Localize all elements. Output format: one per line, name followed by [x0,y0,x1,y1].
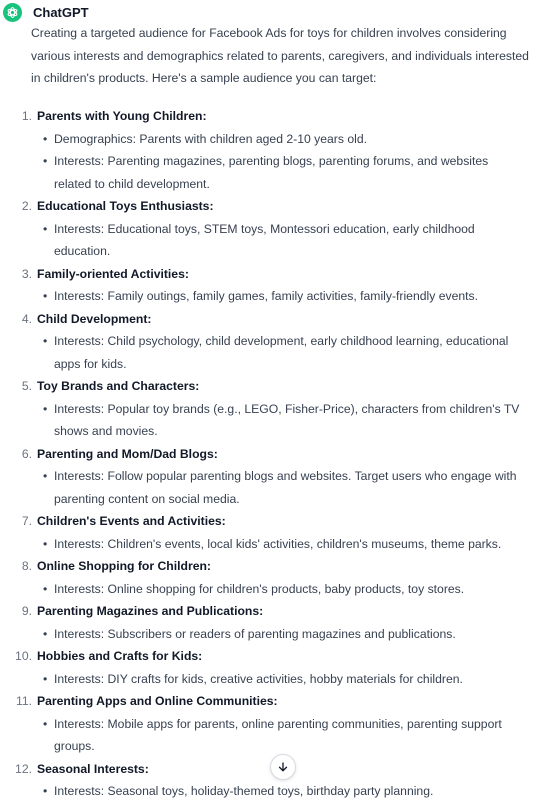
bullet-text: Demographics: Parents with children aged 2-10 years old. [54,131,367,146]
list-item-title: Family-oriented Activities: [37,266,189,281]
author-name: ChatGPT [33,4,89,20]
list-item-title: Hobbies and Crafts for Kids: [37,649,203,663]
bullet-marker: • [43,334,48,348]
bullet-text: Interests: Popular toy brands (e.g., LEGO, Fisher-Price), characters from children's TV shows and movies. [54,401,520,438]
bullet-list [0,533,536,556]
list-item-header [0,645,536,668]
list-item [0,263,536,308]
list-item [0,758,536,803]
bullet-marker: • [43,131,48,146]
bullet-list [0,780,536,803]
list-item-number: 3. [21,266,32,281]
bullet-text: Interests: Family outings, family games, family activities, family-friendly events. [54,289,478,303]
list-item-header [0,510,536,533]
bullet-marker: • [43,469,48,483]
list-item-title: Toy Brands and Characters: [37,379,200,393]
bullet-marker: • [43,626,48,641]
openai-logo-icon [6,6,19,19]
bullet-marker: • [43,671,48,686]
bullet-list [0,465,536,510]
intro-paragraph: Creating a targeted audience for Facebook Ads for toys for children involves considering various interests and demographics related to parents, caregivers, and individuals interested in children's products. Here's a sample audience you can target: [31,26,529,85]
bullet-list [0,623,536,646]
bullet-marker: • [43,784,48,798]
list-item-number: 9. [21,604,32,618]
list-item-title: Online Shopping for Children: [37,559,211,573]
bullet-text: Interests: Educational toys, STEM toys, Montessori education, early childhood education. [54,221,475,258]
bullet-list [0,218,536,263]
list-item-title: Seasonal Interests: [37,761,149,776]
list-item-title: Parenting Magazines and Publications: [37,604,264,618]
bullet-text: Interests: Parenting magazines, parenting blogs, parenting forums, and websites related to child development. [54,154,489,191]
audience-list [0,105,536,803]
list-item-header [0,443,536,466]
list-item-title: Children's Events and Activities: [37,514,226,528]
bullet-item [0,578,536,601]
bullet-item [0,668,536,691]
bullet-item [0,713,536,758]
bullet-marker: • [43,401,48,416]
bullet-item [0,780,536,803]
list-item [0,195,536,263]
list-item [0,308,536,376]
list-item [0,645,536,690]
list-item-header [0,263,536,286]
bullet-item [0,150,536,195]
bullet-item [0,330,536,375]
list-item-number: 7. [21,514,32,528]
list-item-number: 1. [21,109,32,123]
list-item-header [0,600,536,623]
list-item-number: 12. [15,761,32,776]
bullet-item [0,128,536,151]
bullet-marker: • [43,536,48,551]
list-item-header [0,690,536,713]
list-item [0,690,536,758]
bullet-item [0,623,536,646]
bullet-item [0,285,536,308]
bullet-marker: • [43,716,48,731]
list-item-number: 10. [15,649,32,663]
bullet-text: Interests: Seasonal toys, holiday-themed toys, birthday party planning. [54,784,434,798]
list-item-title: Parents with Young Children: [37,109,207,123]
list-item [0,375,536,443]
bullet-text: Interests: Child psychology, child development, early childhood learning, educational apps for kids. [54,334,509,371]
list-item-header [0,195,536,218]
list-item [0,443,536,511]
bullet-item [0,533,536,556]
list-item-header [0,308,536,331]
list-item-title: Child Development: [37,311,152,326]
list-item-number: 8. [21,559,32,573]
arrow-down-icon [277,761,289,773]
bullet-list [0,330,536,375]
list-item-header [0,375,536,398]
scroll-to-bottom-button[interactable] [270,754,296,780]
bullet-list [0,285,536,308]
bullet-text: Interests: Subscribers or readers of parenting magazines and publications. [54,626,456,641]
list-item-number: 5. [21,379,32,393]
bullet-marker: • [43,221,48,236]
list-item [0,555,536,600]
bullet-marker: • [43,154,48,168]
bullet-marker: • [43,581,48,596]
bullet-marker: • [43,289,48,303]
bullet-item [0,398,536,443]
list-item-title: Educational Toys Enthusiasts: [37,199,214,213]
bullet-text: Interests: Mobile apps for parents, online parenting communities, parenting support groups. [54,716,502,753]
bullet-item [0,465,536,510]
list-item-header [0,105,536,128]
bullet-list [0,668,536,691]
list-item-number: 11. [15,694,32,708]
list-item-header [0,555,536,578]
list-item-number: 2. [21,199,32,213]
list-item-title: Parenting and Mom/Dad Blogs: [37,446,218,461]
bullet-list [0,128,536,196]
list-item [0,105,536,195]
list-item [0,510,536,555]
list-item [0,600,536,645]
bullet-text: Interests: DIY crafts for kids, creative activities, hobby materials for children. [54,671,463,686]
bullet-item [0,218,536,263]
list-item-number: 4. [21,311,32,326]
bullet-list [0,398,536,443]
list-item-title: Parenting Apps and Online Communities: [37,694,278,708]
bullet-text: Interests: Online shopping for children's products, baby products, toy stores. [54,581,465,596]
list-item-header [0,758,536,781]
bullet-list [0,578,536,601]
bullet-list [0,713,536,758]
chatgpt-avatar [3,3,22,22]
bullet-text: Interests: Follow popular parenting blogs and websites. Target users who engage with parenting content on social media. [54,469,517,506]
list-item-number: 6. [21,446,32,461]
message-header [3,2,89,22]
bullet-text: Interests: Children's events, local kids' activities, children's museums, theme parks. [54,536,502,551]
